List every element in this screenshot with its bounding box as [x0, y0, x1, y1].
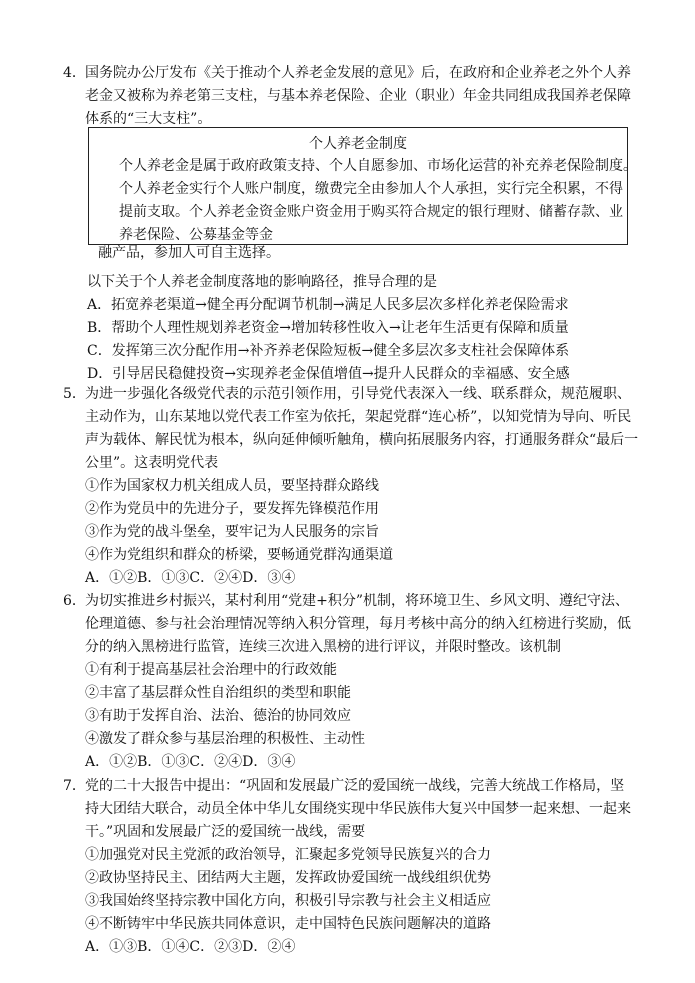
question-5-stem-line-2: 主动作为，山东某地以党代表工作室为依托，架起党群“连心桥”，以知党情为导向、听民 — [85, 409, 632, 425]
question-7-stem-line-1: 7．党的二十大报告中提出：“巩固和发展最广泛的爱国统一战线，完善大统战工作格局，坚 — [63, 775, 660, 798]
question-4-option-d: D．引导居民稳健投资→实现养老金保值增值→提升人民群众的幸福感、安全感 — [87, 366, 570, 382]
question-7-item-3: ③我国始终坚持宗教中国化方向，积极引导宗教与社会主义相适应 — [85, 893, 491, 909]
question-6-item-4: ④激发了群众参与基层治理的积极性、主动性 — [85, 731, 365, 747]
question-4-option-b: B．帮助个人理性规划养老资金→增加转移性收入→让老年生活更有保障和质量 — [87, 320, 569, 336]
question-7-item-4: ④不断铸牢中华民族共同体意识，走中国特色民族问题解决的道路 — [85, 916, 491, 932]
question-5-options: A．①②B．①③C．②④D．③④ — [85, 570, 296, 586]
pension-system-box — [88, 127, 637, 245]
box-title: 个人养老金制度 — [309, 136, 407, 152]
question-7-stem-line-3: 干。”巩固和发展最广泛的爱国统一战线，需要 — [85, 824, 366, 840]
question-4-body — [87, 271, 682, 386]
question-6-stem-line-1: 6．为切实推进乡村振兴，某村利用“党建+积分”机制，将环境卫生、乡风文明、遵纪守法、 — [63, 590, 660, 613]
question-4-stem-line-2: 老金又被称为养老第三支柱，与基本养老保险、企业（职业）年金共同组成我国养老保障 — [85, 88, 631, 104]
box-text — [119, 155, 637, 247]
question-7-item-2: ②政协坚持民主、团结两大主题，发挥政协爱国统一战线组织优势 — [85, 870, 491, 886]
question-4-option-a: A．拓宽养老渠道→健全再分配调节机制→满足人民多层次多样化养老保险需求 — [87, 297, 569, 313]
question-6 — [65, 590, 660, 774]
question-5-item-1: ①作为国家权力机关组成人员，要坚持群众路线 — [85, 478, 379, 494]
question-6-stem-line-3: 分的纳入黑榜进行监管，连续三次进入黑榜的进行评议，并限时整改。该机制 — [85, 639, 561, 655]
question-5-stem-line-4: 公里”。这表明党代表 — [85, 455, 219, 471]
box-line-3: 提前支取。个人养老金资金账户资金用于购买符合规定的银行理财、储蓄存款、业 — [119, 204, 623, 220]
question-4-prompt: 以下关于个人养老金制度落地的影响路径，推导合理的是 — [87, 274, 437, 290]
question-4-number: 4． — [63, 65, 86, 81]
question-4 — [65, 62, 660, 131]
question-4-stem-line-3: 体系的“三大支柱”。 — [85, 111, 212, 127]
question-7-stem-line-2: 持大团结大联合，动员全体中华儿女围绕实现中华民族伟大复兴中国梦一起来想、一起来 — [85, 801, 631, 817]
question-6-item-2: ②丰富了基层群众性自治组织的类型和职能 — [85, 685, 351, 701]
question-6-item-3: ③有助于发挥自治、法治、德治的协同效应 — [85, 708, 351, 724]
question-5-stem-line-1: 5．为进一步强化各级党代表的示范引领作用，引导党代表深入一线、联系群众，规范履职、 — [63, 383, 660, 406]
box-line-2: 个人养老金实行个人账户制度，缴费完全由参加人个人承担，实行完全积累，不得 — [119, 181, 623, 197]
question-5-item-3: ③作为党的战斗堡垒，要牢记为人民服务的宗旨 — [85, 524, 379, 540]
question-5-item-2: ②作为党员中的先进分子，要发挥先锋模范作用 — [85, 501, 379, 517]
question-5-stem-line-3: 声为载体、解民忧为根本，纵向延伸倾听触角，横向拓展服务内容，打通服务群众“最后一 — [85, 432, 639, 448]
question-5 — [65, 383, 660, 590]
box-line-4: 养老保险、公募基金等金 — [119, 227, 273, 243]
question-6-number: 6． — [63, 593, 86, 609]
question-7-number: 7． — [63, 778, 86, 794]
question-4-option-c: C．发挥第三次分配作用→补齐养老保险短板→健全多层次多支柱社会保障体系 — [87, 343, 570, 359]
box-tail-text: 融产品，参加人可自主选择。 — [98, 245, 280, 261]
question-5-number: 5． — [63, 386, 86, 402]
question-6-options: A．①②B．①③C．②④D．③④ — [85, 754, 296, 770]
question-5-item-4: ④作为党组织和群众的桥梁，要畅通党群沟通渠道 — [85, 547, 393, 563]
box-line-1: 个人养老金是属于政府政策支持、个人自愿参加、市场化运营的补充养老保险制度。 — [119, 158, 637, 174]
question-7-options: A．①③B．①④C．②③D．②④ — [85, 939, 296, 955]
question-7-item-1: ①加强党对民主党派的政治领导，汇聚起多党领导民族复兴的合力 — [85, 847, 491, 863]
question-7 — [65, 775, 660, 959]
question-6-item-1: ①有利于提高基层社会治理中的行政效能 — [85, 662, 337, 678]
question-6-stem-line-2: 伦理道德、参与社会治理情况等纳入积分管理，每月考核中高分的纳入红榜进行奖励，低 — [85, 616, 631, 632]
question-4-stem-line-1: 4．国务院办公厅发布《关于推动个人养老金发展的意见》后，在政府和企业养老之外个人养 — [63, 62, 660, 85]
